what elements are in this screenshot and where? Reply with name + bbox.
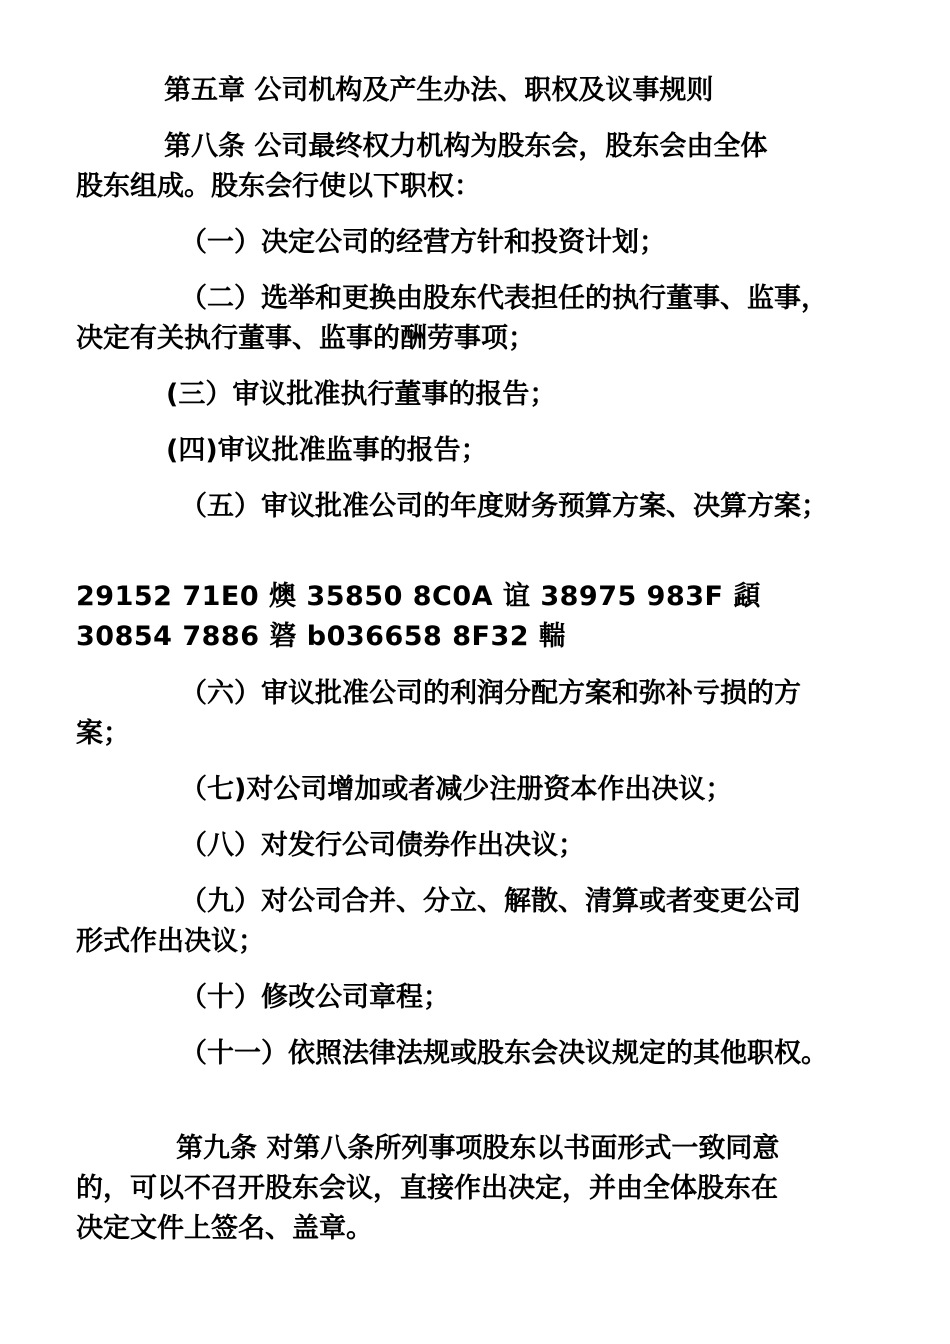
chapter-title: 第五章 公司机构及产生办法、职权及议事规则	[164, 75, 714, 106]
item-6-line-2: 案；	[76, 718, 130, 749]
item-3: (三）审议批准执行董事的报告；	[166, 379, 557, 410]
item-7: （七)对公司增加或者减少注册资本作出决议；	[180, 774, 733, 805]
item-11: （十一）依照法律法规或股东会决议规定的其他职权。	[180, 1038, 828, 1069]
article-9-line-2: 的，可以不召开股东会议，直接作出决定，并由全体股东在	[76, 1173, 778, 1204]
item-5: （五）审议批准公司的年度财务预算方案、决算方案；	[180, 491, 828, 522]
item-1: （一）决定公司的经营方针和投资计划；	[180, 227, 666, 258]
item-2-line-1: （二）选举和更换由股东代表担任的执行董事、监事，	[180, 283, 828, 314]
item-8: （八）对发行公司债券作出决议；	[180, 830, 585, 861]
code-line-2: 30854 7886 碆 b036658 8F32 輲	[76, 621, 567, 652]
article-8-line-2: 股东组成。股东会行使以下职权：	[76, 171, 481, 202]
item-9-line-1: （九）对公司合并、分立、解散、清算或者变更公司	[180, 886, 801, 917]
item-2-line-2: 决定有关执行董事、监事的酬劳事项；	[76, 323, 535, 354]
item-10: （十）修改公司章程；	[180, 982, 450, 1013]
code-line-1: 29152 71E0 燠 35850 8C0A 谊 38975 983F 頿	[76, 581, 761, 612]
item-4: (四)审议批准监事的报告；	[166, 435, 488, 466]
article-9-line-1: 第九条 对第八条所列事项股东以书面形式一致同意	[176, 1133, 780, 1164]
item-9-line-2: 形式作出决议；	[76, 926, 265, 957]
item-6-line-1: （六）审议批准公司的利润分配方案和弥补亏损的方	[180, 678, 801, 709]
article-8-line-1: 第八条 公司最终权力机构为股东会，股东会由全体	[164, 131, 768, 162]
article-9-line-3: 决定文件上签名、盖章。	[76, 1213, 373, 1244]
